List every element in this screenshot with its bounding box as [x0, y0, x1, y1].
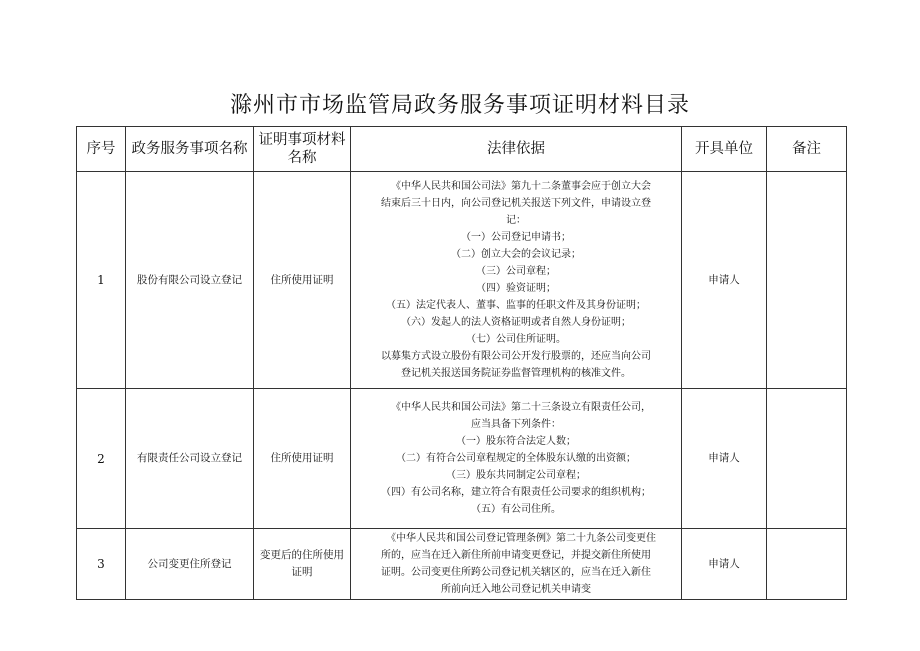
table-row [77, 389, 847, 529]
basis-line: （四）验资证明； [476, 283, 556, 294]
basis-line: 登记机关报送国务院证券监督管理机构的核准文件。 [401, 368, 631, 379]
basis-line: 以募集方式设立股份有限公司公开发行股票的，还应当向公司 [381, 351, 651, 362]
basis-line: 所前向迁入地公司登记机关申请变 [441, 584, 591, 595]
header-issuer: 开具单位 [682, 127, 767, 172]
row-certificate: 住所使用证明 [254, 389, 351, 529]
header-remark: 备注 [767, 127, 847, 172]
header-service-item: 政务服务事项名称 [126, 127, 254, 172]
basis-line: 《中华人民共和国公司法》第二十三条设立有限责任公司， [391, 402, 651, 413]
basis-line: 结束后三十日内，向公司登记机关报送下列文件，申请设立登 [381, 198, 651, 209]
row-service-item: 股份有限公司设立登记 [126, 172, 254, 389]
row-certificate-line2: 证明 [291, 566, 313, 578]
header-certificate [254, 127, 351, 172]
basis-line: 《中华人民共和国公司登记管理条例》第二十九条公司变更住 [386, 533, 656, 544]
basis-line: （五）有公司住所。 [471, 504, 561, 515]
row-issuer: 申请人 [682, 172, 767, 389]
row-seq: 3 [77, 529, 126, 600]
header-legal-basis: 法律依据 [351, 127, 682, 172]
basis-line: （一）股东符合法定人数； [456, 436, 576, 447]
basis-line: （五）法定代表人、董事、监事的任职文件及其身份证明； [386, 300, 646, 311]
row-legal-basis [351, 172, 682, 389]
basis-line: （四）有公司名称，建立符合有限责任公司要求的组织机构； [381, 487, 651, 498]
row-remark [767, 529, 847, 600]
basis-line: （六）发起人的法人资格证明或者自然人身份证明； [401, 317, 631, 328]
row-certificate-line1: 变更后的住所使用 [260, 549, 344, 561]
basis-line: （三）公司章程； [476, 266, 556, 277]
basis-line: （二）创立大会的会议记录； [451, 249, 581, 260]
table-header-row [77, 127, 847, 172]
row-service-item: 有限责任公司设立登记 [126, 389, 254, 529]
row-legal-basis [351, 529, 682, 600]
header-seq: 序号 [77, 127, 126, 172]
table-row [77, 529, 847, 600]
row-remark [767, 172, 847, 389]
basis-line: 证明。公司变更住所跨公司登记机关辖区的，应当在迁入新住 [381, 567, 651, 578]
document-title: 滁州市市场监管局政务服务事项证明材料目录 [229, 93, 690, 118]
header-certificate-line2: 名称 [287, 150, 317, 166]
row-issuer: 申请人 [682, 529, 767, 600]
row-remark [767, 389, 847, 529]
row-certificate [254, 529, 351, 600]
row-legal-basis [351, 389, 682, 529]
basis-line: 《中华人民共和国公司法》第九十二条董事会应于创立大会 [391, 181, 651, 192]
row-certificate: 住所使用证明 [254, 172, 351, 389]
table-row [77, 172, 847, 389]
basis-line: （二）有符合公司章程规定的全体股东认缴的出资额； [396, 453, 636, 464]
row-seq: 1 [77, 172, 126, 389]
row-issuer: 申请人 [682, 389, 767, 529]
basis-line: （一）公司登记申请书； [461, 232, 571, 243]
basis-line: （三）股东共同制定公司章程； [446, 470, 586, 481]
header-certificate-line1: 证明事项材料 [258, 132, 346, 148]
basis-line: 记： [506, 215, 526, 226]
row-seq: 2 [77, 389, 126, 529]
basis-line: 所的，应当在迁入新住所前申请变更登记，并提交新住所使用 [381, 550, 651, 561]
row-service-item: 公司变更住所登记 [126, 529, 254, 600]
certificate-catalog-table [76, 126, 847, 600]
basis-line: 应当具备下列条件： [471, 419, 561, 430]
basis-line: （七）公司住所证明。 [466, 334, 566, 345]
